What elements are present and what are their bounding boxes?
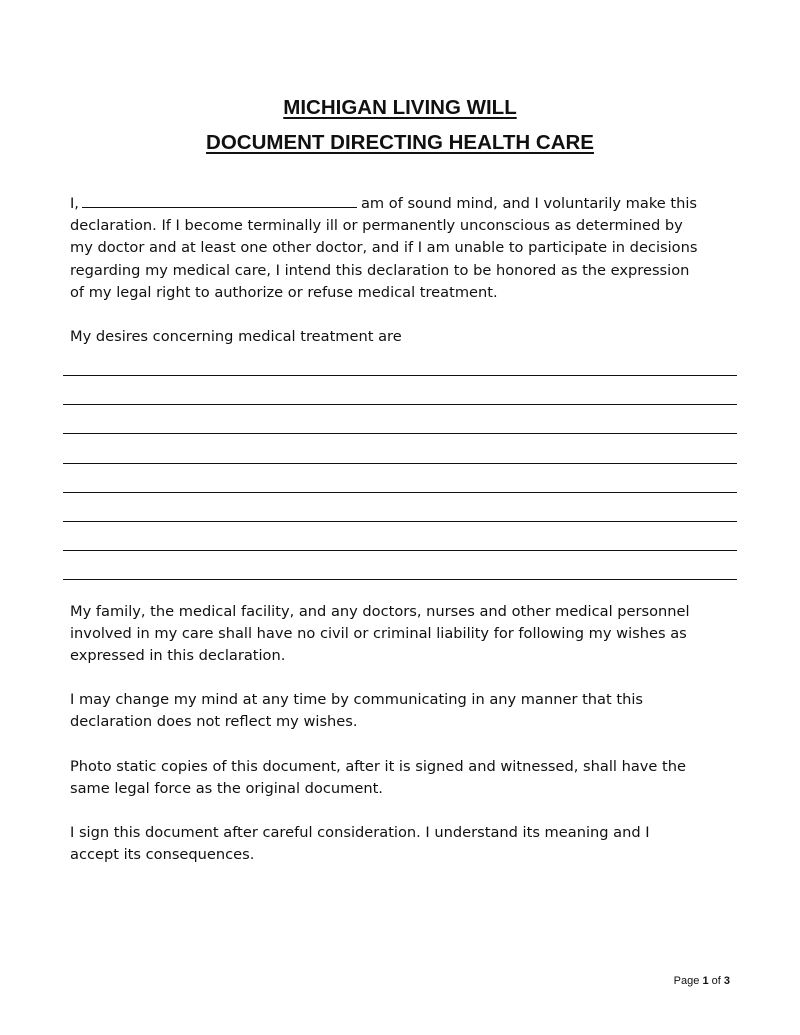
declaration-line-5: of my legal right to authorize or refuse medical treatment. <box>70 283 498 301</box>
document-subtitle: DOCUMENT DIRECTING HEALTH CARE <box>206 131 594 154</box>
consideration-paragraph <box>70 822 740 866</box>
copies-line-1: Photo static copies of this document, after it is signed and witnessed, shall have the <box>70 758 686 775</box>
writing-line[interactable] <box>63 375 737 376</box>
declaration-line-1 <box>70 193 740 215</box>
liability-paragraph <box>70 601 740 668</box>
liability-line-3: expressed in this declaration. <box>70 647 286 665</box>
declaration-paragraph <box>70 193 740 304</box>
liability-line-1: My family, the medical facility, and any doctors, nurses and other medical personnel <box>70 603 690 620</box>
declaration-line-2: declaration. If I become terminally ill or permanently unconscious as determined by <box>70 217 683 235</box>
declaration-line-1-text: am of sound mind, and I voluntarily make this <box>360 195 697 212</box>
declarant-name-field[interactable] <box>82 194 357 208</box>
writing-line[interactable] <box>63 404 737 405</box>
change-mind-line-1: I may change my mind at any time by communicating in any manner that this <box>70 691 643 708</box>
writing-line[interactable] <box>63 433 737 434</box>
document-title: MICHIGAN LIVING WILL <box>283 96 517 119</box>
declaration-line-4: regarding my medical care, I intend this declaration to be honored as the expression <box>70 261 690 279</box>
copies-paragraph <box>70 756 740 800</box>
writing-line[interactable] <box>63 550 737 551</box>
page-word: Page <box>673 975 700 987</box>
of-word: of <box>711 975 721 987</box>
desires-label: My desires concerning medical treatment are <box>70 328 402 345</box>
writing-line[interactable] <box>63 521 737 522</box>
declaration-prefix: I, <box>70 195 79 212</box>
page-number <box>674 975 730 987</box>
declaration-line-3: my doctor and at least one other doctor, and if I am unable to participate in decisions <box>70 239 698 257</box>
consideration-line-1: I sign this document after careful consideration. I understand its meaning and I <box>70 824 650 841</box>
writing-line[interactable] <box>63 579 737 580</box>
writing-line[interactable] <box>63 492 737 493</box>
copies-line-2: same legal force as the original document. <box>70 780 383 798</box>
consideration-line-2: accept its consequences. <box>70 846 255 864</box>
current-page: 1 <box>702 975 709 987</box>
change-mind-line-2: declaration does not reflect my wishes. <box>70 713 358 731</box>
liability-line-2: involved in my care shall have no civil or criminal liability for following my wishes as <box>70 625 687 643</box>
change-mind-paragraph <box>70 689 740 733</box>
writing-line[interactable] <box>63 463 737 464</box>
total-pages: 3 <box>723 975 730 987</box>
